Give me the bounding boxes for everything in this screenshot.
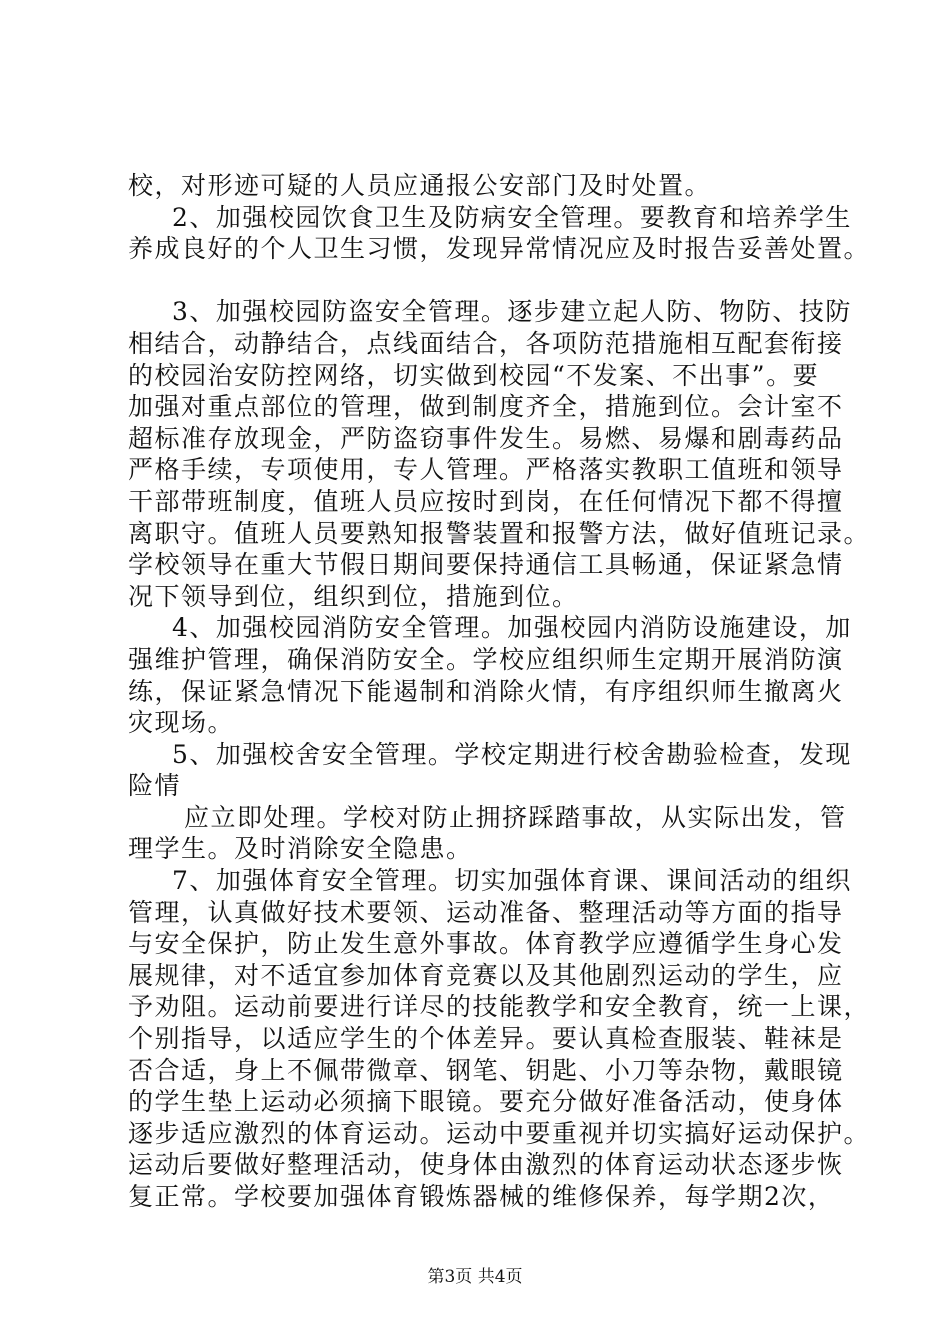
text-line: 灾现场。 bbox=[128, 708, 235, 738]
blank-line bbox=[128, 265, 838, 297]
paragraph-7-start: 7、加强体育安全管理。切实加强体育课、课间活动的组织 bbox=[172, 866, 852, 896]
paragraph-3-start: 3、加强校园防盗安全管理。逐步建立起人防、物防、技防 bbox=[172, 297, 852, 327]
text-line: 理学生。及时消除安全隐患。 bbox=[128, 834, 473, 864]
text-line: 否合适，身上不佩带微章、钢笔、钥匙、小刀等杂物，戴眼镜 bbox=[128, 1055, 844, 1085]
text-line: 强维护管理，确保消防安全。学校应组织师生定期开展消防演 bbox=[128, 644, 844, 674]
text-line: 运动后要做好整理活动，使身体由激烈的体育运动状态逐步恢 bbox=[128, 1150, 844, 1180]
text-line: 干部带班制度，值班人员应按时到岗，在任何情况下都不得擅 bbox=[128, 486, 844, 516]
text-line: 逐步适应激烈的体育运动。运动中要重视并切实搞好运动保护。 bbox=[128, 1118, 871, 1148]
page-number-footer: 第3页 共4页 bbox=[427, 1267, 523, 1287]
body-text bbox=[128, 170, 871, 1213]
text-line: 加强对重点部位的管理，做到制度齐全，措施到位。会计室不 bbox=[128, 392, 844, 422]
text-line: 练，保证紧急情况下能遏制和消除火情，有序组织师生撤离火 bbox=[128, 676, 844, 706]
text-line: 校，对形迹可疑的人员应通报公安部门及时处置。 bbox=[128, 171, 712, 200]
text-line: 相结合，动静结合，点线面结合，各项防范措施相互配套衔接 bbox=[128, 328, 844, 358]
text-line: 离职守。值班人员要熟知报警装置和报警方法，做好值班记录。 bbox=[128, 518, 871, 548]
text-line: 的学生垫上运动必须摘下眼镜。要充分做好准备活动，使身体 bbox=[128, 1087, 844, 1117]
text-line: 管理，认真做好技术要领、运动准备、整理活动等方面的指导 bbox=[128, 897, 844, 927]
text-line: 复正常。学校要加强体育锻炼器械的维修保养，每学期2次， bbox=[128, 1182, 835, 1211]
text-line: 学校领导在重大节假日期间要保持通信工具畅通，保证紧急情 bbox=[128, 550, 844, 580]
text-line: 个别指导，以适应学生的个体差异。要认真检查服装、鞋袜是 bbox=[128, 1024, 844, 1054]
text-line: 与安全保护，防止发生意外事故。体育教学应遵循学生身心发 bbox=[128, 929, 844, 959]
text-line: 严格手续，专项使用，专人管理。严格落实教职工值班和领导 bbox=[128, 455, 844, 485]
paragraph-2-start: 2、加强校园饮食卫生及防病安全管理。要教育和培养学生 bbox=[172, 202, 852, 232]
paragraph-5-start: 5、加强校舍安全管理。学校定期进行校舍勘验检查，发现 bbox=[172, 739, 852, 769]
text-line: 予劝阻。运动前要进行详尽的技能教学和安全教育，统一上课， bbox=[128, 992, 871, 1022]
paragraph-4-start: 4、加强校园消防安全管理。加强校园内消防设施建设，加 bbox=[172, 613, 852, 643]
text-line: 险情 bbox=[128, 771, 182, 801]
text-line: 况下领导到位，组织到位，措施到位。 bbox=[128, 581, 579, 611]
text-line: 展规律，对不适宜参加体育竞赛以及其他剧烈运动的学生，应 bbox=[128, 960, 844, 990]
text-line-indented: 应立即处理。学校对防止拥挤踩踏事故，从实际出发，管 bbox=[184, 802, 847, 832]
text-line: 超标准存放现金，严防盗窃事件发生。易燃、易爆和剧毒药品 bbox=[128, 423, 844, 453]
text-line: 的校园治安防控网络，切实做到校园“不发案、不出事”。要 bbox=[128, 360, 820, 390]
text-line: 养成良好的个人卫生习惯，发现异常情况应及时报告妥善处置。 bbox=[128, 234, 871, 264]
